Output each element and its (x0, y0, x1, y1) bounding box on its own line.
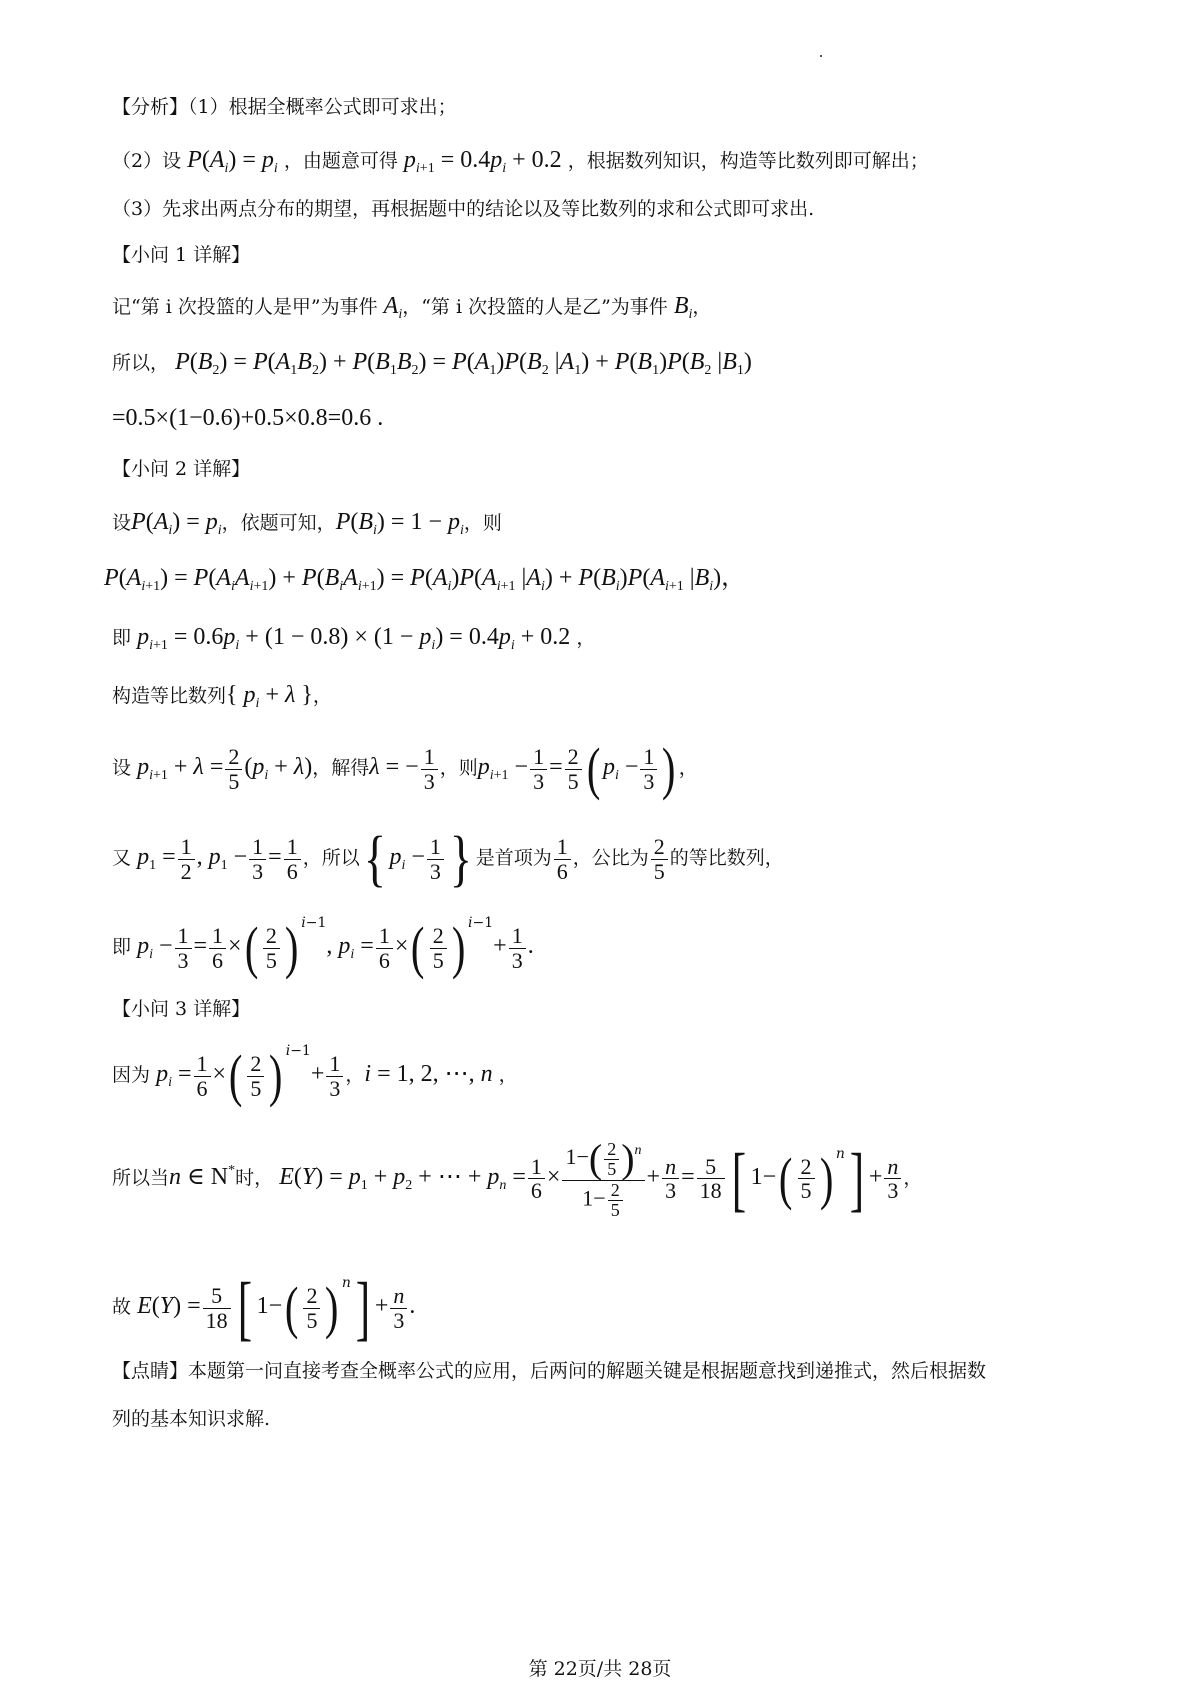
q2-line-7: 即 $p_i$ − $\frac{1}{3}$ = $\frac{1}{6}$ ×( $\frac{2}{5}$ ) $^{i-1}$, $p_i$ = $\frac{1}{6}$ ×( $\frac{2}{5}$ ) $^{i-1}$+ $\frac{1}{3}$ . (112, 915, 534, 980)
q1-title: 【小问 1 详解】 (112, 244, 251, 266)
q3-title: 【小问 3 详解】 (112, 998, 251, 1020)
page-speck (820, 55, 822, 57)
q3-line-1: 因为 $p_i$ = $\frac{1}{6}$ ×( $\frac{2}{5}$ ) $^{i-1}$+ $\frac{1}{3}$ ，i = 1, 2, ⋯, n ， (112, 1043, 518, 1108)
q2-line-1: 设$P(A_i) = p_i$，依题可知，$P(B_i) = 1 - p_i$，则 (112, 509, 502, 538)
q1-line-1: 记“第 i 次投篮的人是甲”为事件 $A_i$，“第 i 次投篮的人是乙”为事件 $B_i$， (112, 293, 712, 322)
formula-recurrence: $p_{i+1} = 0.4p_i + 0.2$ (403, 147, 562, 176)
q2-line-3: 即 $p_{i+1} = 0.6p_i + (1 - 0.8) \times (1 - p_i) = 0.4p_i + 0.2$ ， (112, 624, 596, 653)
formula-total-probability: $P(B_2) = P(A_1B_2) + P(B_1B_2) = P(A_1)P(B_2$ $|A_1) + P(B_1)P(B_2$ $|B_1$) (175, 349, 752, 378)
q3-line-3: 故 E(Y) = $\frac{5}{18}$ [ 1−( $\frac{2}{5}$ ) $^n$] + $\frac{n}{3}$ . (112, 1268, 416, 1348)
q2-line-5: 设 $p_{i+1} + \lambda$ = $\frac{2}{5}$ $(p_i + \lambda)$，解得λ = − $\frac{1}{3}$ ，则$p_{i+1}$ − $\frac{1}{3}$ = $\frac{2}{5}$ ( $p_i$ − $\frac{1}{3}$ ) ， (112, 736, 698, 801)
q2-title: 【小问 2 详解】 (112, 458, 251, 480)
formula-p-ai: $P(A_i) = p_i$ (187, 147, 278, 176)
analysis-line-2: （2）设 $P(A_i) = p_i$ ，由题意可得 $p_{i+1} = 0.4p_i + 0.2$ ，根据数列知识，构造等比数列即可解出； (112, 147, 929, 176)
q1-line-2: 所以， $P(B_2) = P(A_1B_2) + P(B_1B_2) = P(A_1)P(B_2$ $|A_1) + P(B_1)P(B_2$ $|B_1$) (112, 349, 752, 378)
q3-line-2: 所以当n ∈ N*时， $E(Y) = p_1 + p_2$ + ⋯ + $p_n$ = $\frac{1}{6}$ × 1−( $\frac{2}{5}$ )$^n$ 1− $\frac{2}{5}$ + $\frac{n}{3}$ = $\frac{5}{18}$ [ 1−( $\frac{2}{5}$ ) $^n$] + $\frac{n}{3}$ ， (112, 1136, 923, 1220)
analysis-line-1: 【分析】（1）根据全概率公式即可求出； (112, 96, 457, 118)
page-footer: 第 22页/共 28页 (528, 1658, 672, 1680)
sum-fraction: 1−( $\frac{2}{5}$ )$^n$ 1− $\frac{2}{5}$ (562, 1138, 644, 1220)
analysis-line-3: （3）先求出两点分布的期望，再根据题中的结论以及等比数列的求和公式即可求出. (112, 198, 815, 220)
q2-line-4: 构造等比数列{ $p_i + \lambda$ }， (112, 682, 332, 711)
comment-line-1: 【点睛】本题第一问直接考查全概率公式的应用，后两问的解题关键是根据题意找到递推式，然后根据数 (112, 1360, 987, 1382)
q2-line-2: $P(A_{i+1}) = P(A_iA_{i+1}) + P(B_iA_{i+1}) = P(A_i)P(A_{i+1}$ $|A_i) + P(B_i)P(A_{i+1}$ $|B_i$)， (104, 565, 746, 594)
comment-line-2: 列的基本知识求解. (112, 1408, 271, 1430)
q2-line-6: 又 $p_1$ = $\frac{1}{2}$ , $p_1$ − $\frac{1}{3}$ = $\frac{1}{6}$ ，所以{ $p_i$ − $\frac{1}{3}$ } 是首项为 $\frac{1}{6}$ ，公比为 $\frac{2}{5}$ 的等比数列， (112, 825, 784, 893)
q1-line-3: =0.5×(1−0.6)+0.5×0.8=0.6 . (112, 405, 384, 431)
